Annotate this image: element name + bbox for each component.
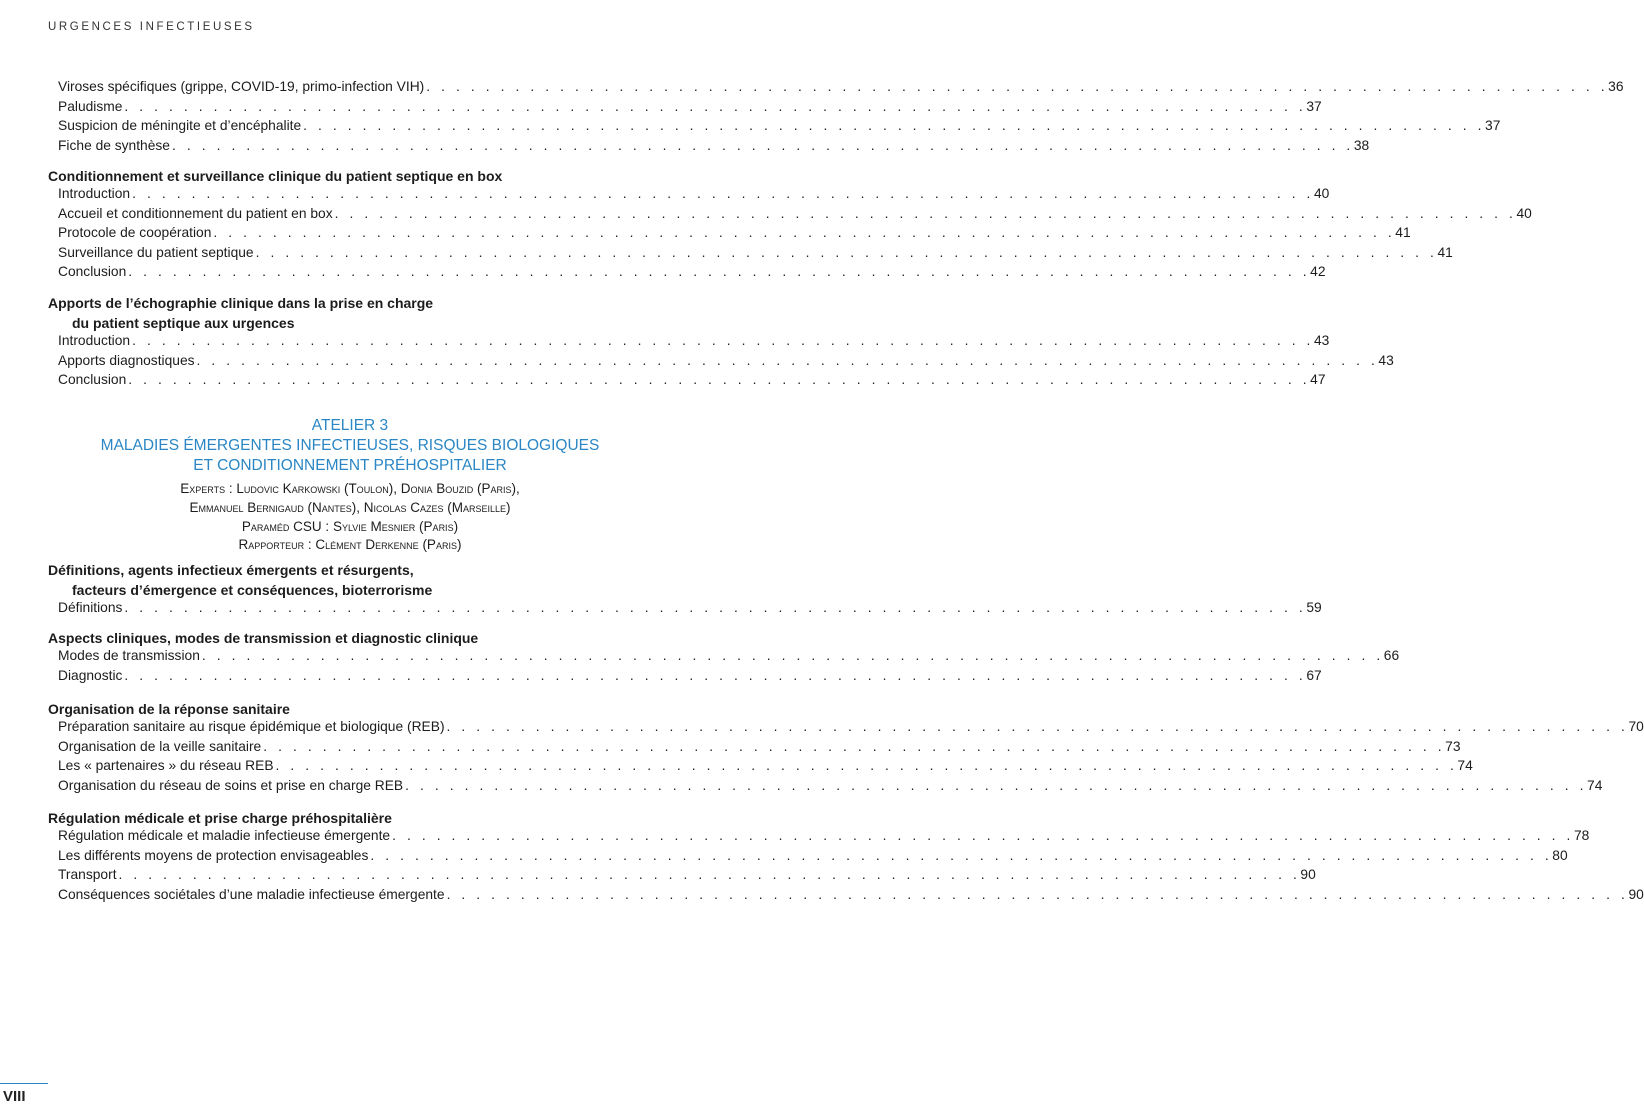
toc-entry[interactable]: Régulation médicale et maladie infectieuse émergente . . . . . . . . . . . . . . . . . . . . . . . . . . . . . . . . . . . . . . . . . . . . . . . . . . . . . . . . . . . . . . . . . . . . . . . . . . . . . . . . 78 [58, 828, 1590, 843]
toc-entry-title: Définitions [58, 600, 123, 615]
toc-entry-page: 59 [1306, 600, 1322, 615]
toc-entry[interactable]: Apports diagnostiques . . . . . . . . . . . . . . . . . . . . . . . . . . . . . . . . . . . . . . . . . . . . . . . . . . . . . . . . . . . . . . . . . . . . . . . . . . . . . . . . 43 [58, 352, 1394, 368]
toc-entry-title: Suspicion de méningite et d’encéphalite [58, 118, 302, 134]
rapporteur-label: Rapporteur : [238, 537, 312, 553]
toc-entry[interactable]: Viroses spécifiques (grippe, COVID-19, primo-infection VIH) . . . . . . . . . . . . . . . . . . . . . . . . . . . . . . . . . . . . . . . . . . . . . . . . . . . . . . . . . . . . . . . . . . . . . . . . . . . . . . . . 36 [58, 79, 1624, 94]
toc-entry-title: Transport [58, 867, 117, 883]
toc-entry-page: 73 [1445, 738, 1461, 754]
toc-section-echographie [48, 293, 1394, 392]
toc-section-organisation [48, 699, 1644, 797]
toc-entry[interactable]: Accueil et conditionnement du patient en box . . . . . . . . . . . . . . . . . . . . . . . . . . . . . . . . . . . . . . . . . . . . . . . . . . . . . . . . . . . . . . . . . . . . . . . . . . . . . . . . 40 [58, 205, 1532, 221]
section-heading[interactable] [48, 293, 650, 333]
toc-entry-page: 80 [1552, 847, 1568, 863]
toc-entry-page: 43 [1314, 333, 1330, 348]
toc-entry[interactable]: Transport . . . . . . . . . . . . . . . . . . . . . . . . . . . . . . . . . . . . . . . . . . . . . . . . . . . . . . . . . . . . . . . . . . . . . . . . . . . . . . . . 90 [58, 867, 1316, 883]
toc-entry[interactable]: Introduction . . . . . . . . . . . . . . . . . . . . . . . . . . . . . . . . . . . . . . . . . . . . . . . . . . . . . . . . . . . . . . . . . . . . . . . . . . . . . . . . 40 [58, 186, 1330, 201]
toc-section-conditionnement [48, 166, 1532, 284]
page-folio: VIII [3, 1088, 26, 1105]
toc-entry[interactable]: Diagnostic . . . . . . . . . . . . . . . . . . . . . . . . . . . . . . . . . . . . . . . . . . . . . . . . . . . . . . . . . . . . . . . . . . . . . . . . . . . . . . . . 67 [58, 667, 1322, 683]
toc-entry[interactable]: Les différents moyens de protection envisageables . . . . . . . . . . . . . . . . . . . . . . . . . . . . . . . . . . . . . . . . . . . . . . . . . . . . . . . . . . . . . . . . . . . . . . . . . . . . . . . . 80 [58, 847, 1568, 863]
toc-entry-title: Introduction [58, 333, 131, 348]
section-heading[interactable]: Régulation médicale et prise charge préhospitalière [48, 810, 392, 826]
toc-entry-title: Viroses spécifiques (grippe, COVID-19, primo-infection VIH) [58, 79, 425, 94]
section-heading-line1: Apports de l’échographie clinique dans la prise en charge [48, 295, 434, 311]
toc-entry[interactable]: Paludisme . . . . . . . . . . . . . . . . . . . . . . . . . . . . . . . . . . . . . . . . . . . . . . . . . . . . . . . . . . . . . . . . . . . . . . . . . . . . . . . . 37 [58, 98, 1322, 114]
toc-entry[interactable]: Préparation sanitaire au risque épidémique et biologique (REB) . . . . . . . . . . . . . . . . . . . . . . . . . . . . . . . . . . . . . . . . . . . . . . . . . . . . . . . . . . . . . . . . . . . . . . . . . . . . . . . . 70 [58, 719, 1644, 734]
toc-entry-title: Protocole de coopération [58, 225, 212, 241]
toc-entry-page: 36 [1608, 79, 1624, 94]
toc-entry-page: 38 [1353, 137, 1370, 153]
section-heading-line2: du patient septique aux urgences [72, 315, 295, 331]
atelier-title-line1: MALADIES ÉMERGENTES INFECTIEUSES, RISQUES BIOLOGIQUES [100, 437, 600, 454]
atelier-title-line2: ET CONDITIONNEMENT PRÉHOSPITALIER [193, 457, 507, 474]
toc-entry-title: Fiche de synthèse [58, 137, 170, 153]
toc-section-aspects [48, 628, 1400, 687]
toc-entry[interactable]: Suspicion de méningite et d’encéphalite . . . . . . . . . . . . . . . . . . . . . . . . . . . . . . . . . . . . . . . . . . . . . . . . . . . . . . . . . . . . . . . . . . . . . . . . . . . . . . . . 37 [58, 118, 1501, 134]
toc-entry-page: 41 [1437, 244, 1453, 260]
toc-entry-page: 42 [1310, 264, 1326, 280]
toc-entry-page: 40 [1516, 205, 1532, 221]
running-head: URGENCES INFECTIEUSES [48, 21, 255, 33]
section-heading[interactable] [48, 560, 650, 600]
toc-entry[interactable]: Organisation de la veille sanitaire . . . . . . . . . . . . . . . . . . . . . . . . . . . . . . . . . . . . . . . . . . . . . . . . . . . . . . . . . . . . . . . . . . . . . . . . . . . . . . . . 73 [58, 738, 1461, 754]
toc-entry-page: 47 [1310, 372, 1326, 388]
section-heading-line2: facteurs d’émergence et conséquences, bioterrorisme [72, 582, 433, 598]
experts-label: Experts : [180, 481, 233, 496]
section-heading[interactable]: Aspects cliniques, modes de transmission et diagnostic clinique [48, 630, 479, 646]
toc-entry-title: Diagnostic [58, 667, 123, 683]
toc-section-regulation [48, 808, 1644, 906]
toc-entry[interactable]: Modes de transmission . . . . . . . . . . . . . . . . . . . . . . . . . . . . . . . . . . . . . . . . . . . . . . . . . . . . . . . . . . . . . . . . . . . . . . . . . . . . . . . . 66 [58, 648, 1400, 663]
rapporteur-name: Clément Derkenne (Paris) [315, 537, 462, 553]
section-heading[interactable]: Organisation de la réponse sanitaire [48, 701, 290, 717]
toc-entry-page: 78 [1573, 828, 1590, 843]
folio-rule [0, 1083, 48, 1084]
toc-entry-page: 37 [1485, 118, 1501, 134]
toc-entry-title: Régulation médicale et maladie infectieuse émergente [58, 828, 391, 843]
toc-entry-title: Préparation sanitaire au risque épidémique et biologique (REB) [58, 719, 445, 734]
toc-entry-title: Organisation de la veille sanitaire [58, 738, 262, 754]
atelier-credits [0, 480, 700, 555]
toc-entry-title: Paludisme [58, 98, 123, 114]
toc-entry[interactable]: Conclusion . . . . . . . . . . . . . . . . . . . . . . . . . . . . . . . . . . . . . . . . . . . . . . . . . . . . . . . . . . . . . . . . . . . . . . . . . . . . . . . . 42 [58, 264, 1326, 280]
atelier-label: ATELIER 3 [311, 417, 389, 434]
toc-entry-title: Conséquences sociétales d’une maladie infectieuse émergente [58, 886, 445, 902]
experts-line1: Ludovic Karkowski (Toulon), Donia Bouzid (Paris), [236, 481, 520, 496]
toc-entry[interactable]: Définitions . . . . . . . . . . . . . . . . . . . . . . . . . . . . . . . . . . . . . . . . . . . . . . . . . . . . . . . . . . . . . . . . . . . . . . . . . . . . . . . . 59 [58, 600, 1322, 615]
experts-line2: Emmanuel Bernigaud (Nantes), Nicolas Cazes (Marseille) [189, 499, 511, 515]
toc-entry[interactable]: Les « partenaires » du réseau REB . . . . . . . . . . . . . . . . . . . . . . . . . . . . . . . . . . . . . . . . . . . . . . . . . . . . . . . . . . . . . . . . . . . . . . . . . . . . . . . . 74 [58, 758, 1473, 774]
toc-entry[interactable]: Conséquences sociétales d’une maladie infectieuse émergente . . . . . . . . . . . . . . . . . . . . . . . . . . . . . . . . . . . . . . . . . . . . . . . . . . . . . . . . . . . . . . . . . . . . . . . . . . . . . . . . 90 [58, 886, 1644, 902]
toc-entry-title: Conclusion [58, 264, 127, 280]
toc-entry[interactable]: Protocole de coopération . . . . . . . . . . . . . . . . . . . . . . . . . . . . . . . . . . . . . . . . . . . . . . . . . . . . . . . . . . . . . . . . . . . . . . . . . . . . . . . . 41 [58, 225, 1411, 241]
toc-entry-title: Les différents moyens de protection envisageables [58, 847, 369, 863]
toc-entry[interactable]: Surveillance du patient septique . . . . . . . . . . . . . . . . . . . . . . . . . . . . . . . . . . . . . . . . . . . . . . . . . . . . . . . . . . . . . . . . . . . . . . . . . . . . . . . . 41 [58, 244, 1453, 260]
toc-entry-page: 90 [1628, 886, 1644, 902]
toc-entry-page: 70 [1628, 719, 1644, 734]
toc-entry[interactable]: Introduction . . . . . . . . . . . . . . . . . . . . . . . . . . . . . . . . . . . . . . . . . . . . . . . . . . . . . . . . . . . . . . . . . . . . . . . . . . . . . . . . 43 [58, 333, 1330, 348]
toc-entry-page: 43 [1378, 352, 1394, 368]
toc-entry-title: Modes de transmission [58, 648, 200, 663]
toc-entry-page: 37 [1306, 98, 1322, 114]
toc-entry[interactable]: Conclusion . . . . . . . . . . . . . . . . . . . . . . . . . . . . . . . . . . . . . . . . . . . . . . . . . . . . . . . . . . . . . . . . . . . . . . . . . . . . . . . . 47 [58, 372, 1326, 388]
toc-entry-title: Organisation du réseau de soins et prise en charge REB [58, 777, 404, 793]
parameds-name: Sylvie Mesnier (Paris) [332, 518, 459, 534]
toc-entry[interactable]: Fiche de synthèse . . . . . . . . . . . . . . . . . . . . . . . . . . . . . . . . . . . . . . . . . . . . . . . . . . . . . . . . . . . . . . . . . . . . . . . . . . . . . . . . 38 [58, 137, 1370, 153]
toc-entry-page: 41 [1395, 225, 1411, 241]
toc-entry-page: 74 [1587, 777, 1603, 793]
toc-entry-page: 90 [1300, 867, 1316, 883]
toc-entry-page: 40 [1314, 186, 1330, 201]
toc-entry-title: Surveillance du patient septique [58, 244, 254, 260]
toc-entry-title: Introduction [58, 186, 131, 201]
section-heading[interactable]: Conditionnement et surveillance clinique du patient septique en box [48, 168, 503, 184]
toc-entry-title: Conclusion [58, 372, 127, 388]
toc-entry-title: Les « partenaires » du réseau REB [58, 758, 274, 774]
toc-entry-page: 74 [1457, 758, 1473, 774]
toc-entry-title: Apports diagnostiques [58, 352, 195, 368]
toc-entry[interactable]: Organisation du réseau de soins et prise en charge REB . . . . . . . . . . . . . . . . . . . . . . . . . . . . . . . . . . . . . . . . . . . . . . . . . . . . . . . . . . . . . . . . . . . . . . . . . . . . . . . . 74 [58, 777, 1603, 793]
toc-entry-title: Accueil et conditionnement du patient en box [58, 205, 333, 221]
section-heading-line1: Définitions, agents infectieux émergents et résurgents, [48, 562, 414, 578]
toc-entry-page: 67 [1306, 667, 1322, 683]
toc-entry-page: 66 [1383, 648, 1400, 663]
atelier-title-block [0, 416, 700, 476]
parameds-label: Paraméd CSU : [241, 518, 330, 534]
toc-section-definitions [48, 560, 1322, 620]
toc-block-viroses [48, 79, 1624, 157]
